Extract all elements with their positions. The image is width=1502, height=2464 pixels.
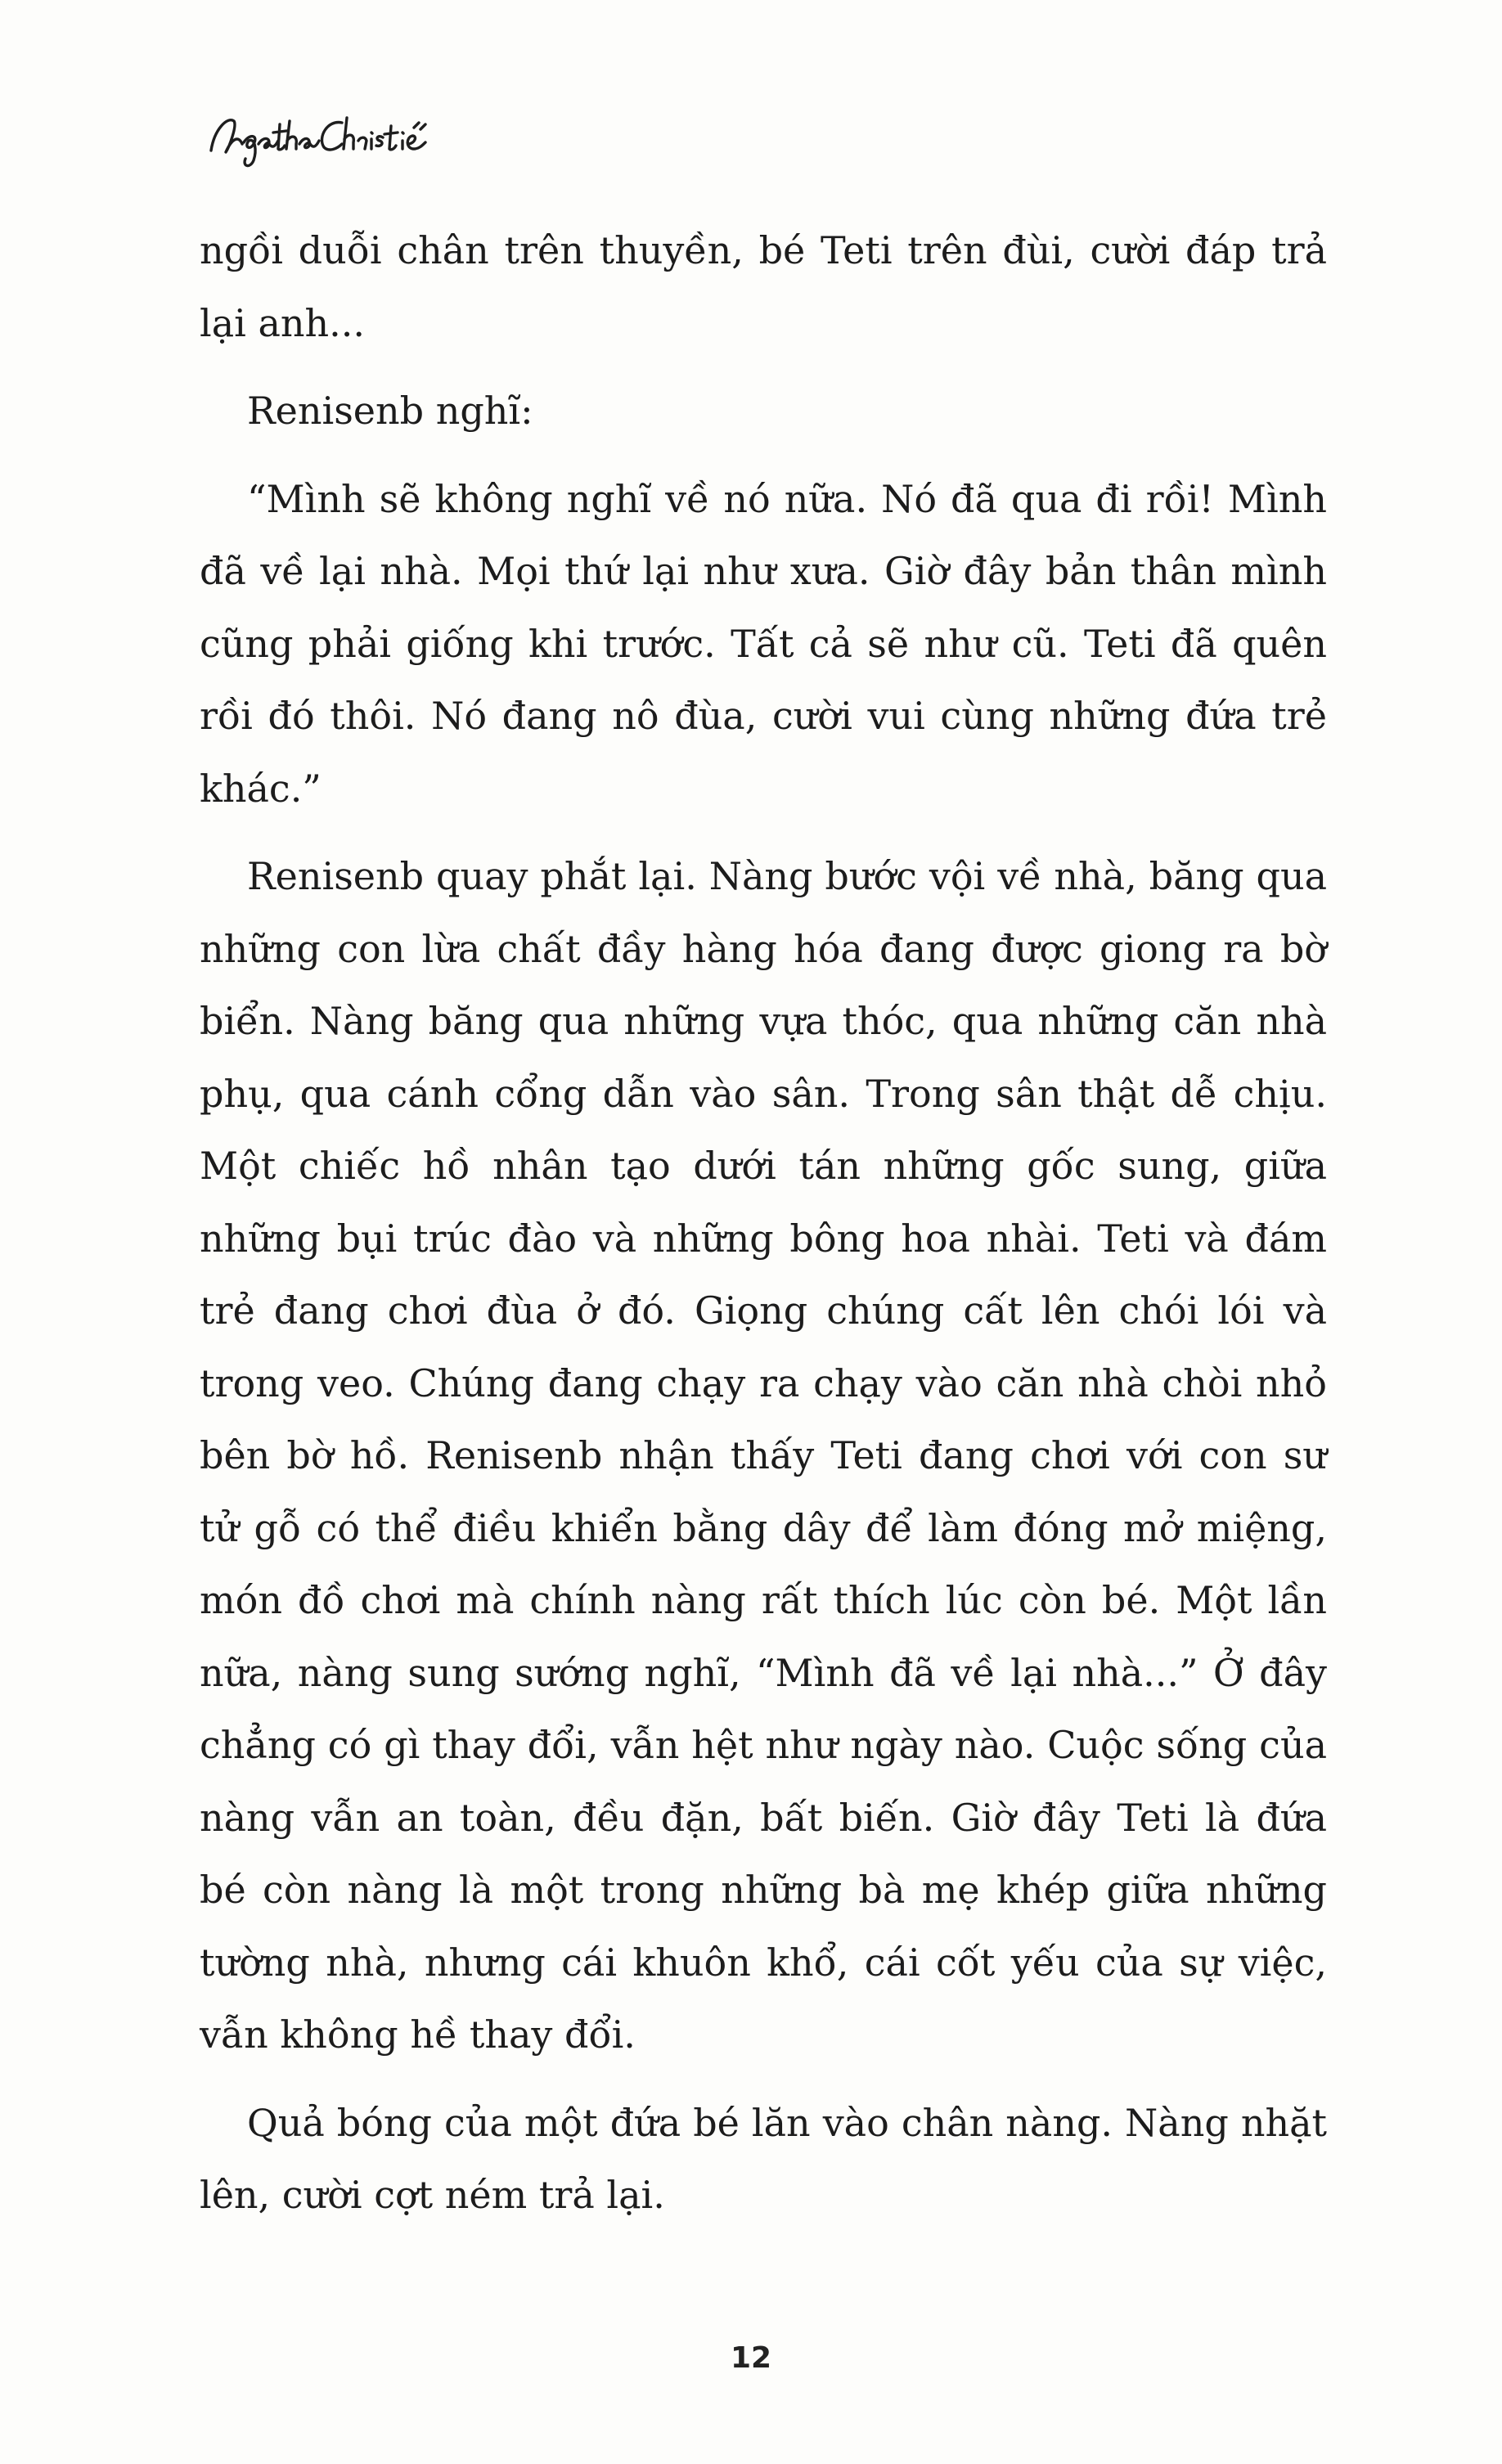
signature-graphic (205, 105, 442, 170)
paragraph-continuation: ngồi duỗi chân trên thuyền, bé Teti trên đùi, cười đáp trả lại anh... (200, 228, 1327, 345)
page-number: 12 (730, 2341, 772, 2375)
paragraph-inner-monologue: “Mình sẽ không nghĩ về nó nữa. Nó đã qua đi rồi! Mình đã về lại nhà. Mọi thứ lại như xưa. Giờ đây bản thân mình cũng phải giống khi trước. Tất cả sẽ như cũ. Teti đã quên rồi đó thôi. Nó đang nô đùa, cười vui cùng những đứa trẻ khác.” (200, 476, 1327, 811)
body-text (200, 214, 1327, 2232)
paragraph-renisenb-thought-intro: Renisenb nghĩ: (247, 389, 533, 433)
paragraph-ball: Quả bóng của một đứa bé lăn vào chân nàng. Nàng nhặt lên, cười cợt ném trả lại. (200, 2100, 1327, 2217)
author-signature-logo (205, 105, 442, 170)
paragraph-courtyard: Renisenb quay phắt lại. Nàng bước vội về nhà, băng qua những con lừa chất đầy hàng hóa đang được giong ra bờ biển. Nàng băng qua những vựa thóc, qua những căn nhà phụ, qua cánh cổng dẫn vào sân. Trong sân thật dễ chịu. Một chiếc hồ nhân tạo dưới tán những gốc sung, giữa những bụi trúc đào và những bông hoa nhài. Teti và đám trẻ đang chơi đùa ở đó. Giọng chúng cất lên chói lói và trong veo. Chúng đang chạy ra chạy vào căn nhà chòi nhỏ bên bờ hồ. Renisenb nhận thấy Teti đang chơi với con sư tử gỗ có thể điều khiển bằng dây để làm đóng mở miệng, món đồ chơi mà chính nàng rất thích lúc còn bé. Một lần nữa, nàng sung sướng nghĩ, “Mình đã về lại nhà...” Ở đây chẳng có gì thay đổi, vẫn hệt như ngày nào. Cuộc sống của nàng vẫn an toàn, đều đặn, bất biến. Giờ đây Teti là đứa bé còn nàng là một trong những bà mẹ khép giữa những tường nhà, nhưng cái khuôn khổ, cái cốt yếu của sự việc, vẫn không hề thay đổi. (200, 854, 1327, 2057)
